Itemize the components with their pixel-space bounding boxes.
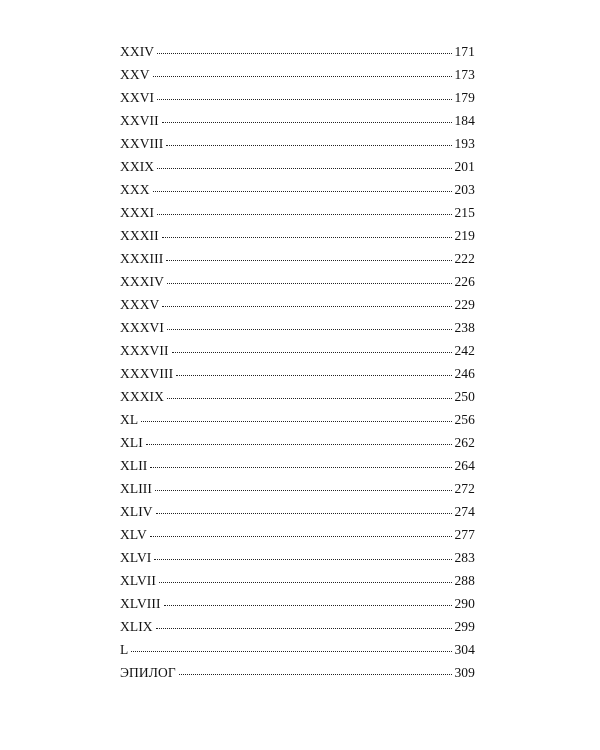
- chapter-label: XLVII: [120, 573, 156, 588]
- toc-entry-41: [120, 435, 475, 458]
- table-of-contents: [120, 44, 475, 688]
- chapter-label: XL: [120, 412, 139, 427]
- dot-leader: [156, 627, 453, 629]
- dot-leader: [164, 604, 453, 606]
- page-number: 299: [454, 619, 475, 634]
- page-number: 184: [454, 113, 475, 128]
- dot-leader: [131, 650, 452, 652]
- page-number: 229: [454, 297, 475, 312]
- page-number: 219: [454, 228, 475, 243]
- dot-leader: [157, 98, 452, 100]
- page-number: 304: [454, 642, 475, 657]
- page-number: 272: [454, 481, 475, 496]
- chapter-label: XXV: [120, 67, 150, 82]
- chapter-label: XXIV: [120, 44, 155, 59]
- dot-leader: [162, 236, 453, 238]
- toc-entry-43: [120, 481, 475, 504]
- chapter-label: XXXVI: [120, 320, 164, 335]
- toc-entry-25: [120, 67, 475, 90]
- page-number: 201: [454, 159, 475, 174]
- page-number: 242: [454, 343, 475, 358]
- page-number: 246: [454, 366, 475, 381]
- toc-entry-46: [120, 550, 475, 573]
- dot-leader: [162, 305, 452, 307]
- chapter-label: XLVI: [120, 550, 152, 565]
- chapter-label: XLIV: [120, 504, 153, 519]
- dot-leader: [157, 213, 452, 215]
- dot-leader: [172, 351, 453, 353]
- toc-entry-32: [120, 228, 475, 251]
- dot-leader: [154, 558, 452, 560]
- chapter-label: XLVIII: [120, 596, 161, 611]
- dot-leader: [155, 489, 452, 491]
- chapter-label: XXVII: [120, 113, 159, 128]
- dot-leader: [141, 420, 452, 422]
- dot-leader: [157, 167, 452, 169]
- chapter-label: XXXIII: [120, 251, 164, 266]
- toc-entry-38: [120, 366, 475, 389]
- page-number: 238: [454, 320, 475, 335]
- toc-entry-44: [120, 504, 475, 527]
- chapter-label: ЭПИЛОГ: [120, 665, 176, 680]
- chapter-label: XXX: [120, 182, 150, 197]
- page-number: 250: [454, 389, 475, 404]
- page-number: 274: [454, 504, 475, 519]
- chapter-label: XXVIII: [120, 136, 164, 151]
- toc-entry-31: [120, 205, 475, 228]
- chapter-label: XLIX: [120, 619, 153, 634]
- dot-leader: [162, 121, 453, 123]
- toc-entry-24: [120, 44, 475, 67]
- chapter-label: XXXI: [120, 205, 155, 220]
- toc-entry-36: [120, 320, 475, 343]
- page-number: 290: [454, 596, 475, 611]
- page-number: 193: [454, 136, 475, 151]
- chapter-label: L: [120, 642, 129, 657]
- chapter-label: XXXIX: [120, 389, 164, 404]
- chapter-label: XLI: [120, 435, 143, 450]
- toc-entry-37: [120, 343, 475, 366]
- dot-leader: [176, 374, 452, 376]
- page-number: 171: [454, 44, 475, 59]
- page-number: 173: [454, 67, 475, 82]
- chapter-label: XXXII: [120, 228, 159, 243]
- page-number: 309: [454, 665, 475, 680]
- toc-entry-49: [120, 619, 475, 642]
- page-number: 277: [454, 527, 475, 542]
- chapter-label: XXXVIII: [120, 366, 174, 381]
- toc-entry-48: [120, 596, 475, 619]
- chapter-label: XLV: [120, 527, 147, 542]
- page-number: 215: [454, 205, 475, 220]
- dot-leader: [150, 466, 452, 468]
- page-number: 222: [454, 251, 475, 266]
- dot-leader: [157, 52, 452, 54]
- dot-leader: [167, 397, 452, 399]
- chapter-label: XXIX: [120, 159, 155, 174]
- toc-entry-27: [120, 113, 475, 136]
- dot-leader: [159, 581, 452, 583]
- chapter-label: XXXV: [120, 297, 160, 312]
- dot-leader: [153, 75, 453, 77]
- toc-entry-26: [120, 90, 475, 113]
- dot-leader: [167, 328, 452, 330]
- chapter-label: XXXIV: [120, 274, 164, 289]
- dot-leader: [166, 144, 452, 146]
- dot-leader: [167, 282, 452, 284]
- toc-entry-45: [120, 527, 475, 550]
- page-number: 179: [454, 90, 475, 105]
- chapter-label: XLIII: [120, 481, 152, 496]
- dot-leader: [166, 259, 452, 261]
- toc-entry-33: [120, 251, 475, 274]
- toc-entry-30: [120, 182, 475, 205]
- dot-leader: [179, 673, 453, 675]
- chapter-label: XXVI: [120, 90, 155, 105]
- page-number: 226: [454, 274, 475, 289]
- toc-entry-40: [120, 412, 475, 435]
- toc-entry-28: [120, 136, 475, 159]
- page-number: 283: [454, 550, 475, 565]
- page-number: 203: [454, 182, 475, 197]
- chapter-label: XXXVII: [120, 343, 169, 358]
- page-number: 264: [454, 458, 475, 473]
- toc-entry-47: [120, 573, 475, 596]
- toc-entry-34: [120, 274, 475, 297]
- dot-leader: [156, 512, 453, 514]
- dot-leader: [153, 190, 453, 192]
- page-number: 256: [454, 412, 475, 427]
- toc-entry-35: [120, 297, 475, 320]
- toc-entry-42: [120, 458, 475, 481]
- toc-entry-epilogue: [120, 665, 475, 688]
- page-number: 288: [454, 573, 475, 588]
- toc-entry-39: [120, 389, 475, 412]
- toc-entry-50: [120, 642, 475, 665]
- toc-entry-29: [120, 159, 475, 182]
- dot-leader: [146, 443, 453, 445]
- dot-leader: [150, 535, 453, 537]
- chapter-label: XLII: [120, 458, 148, 473]
- page-number: 262: [454, 435, 475, 450]
